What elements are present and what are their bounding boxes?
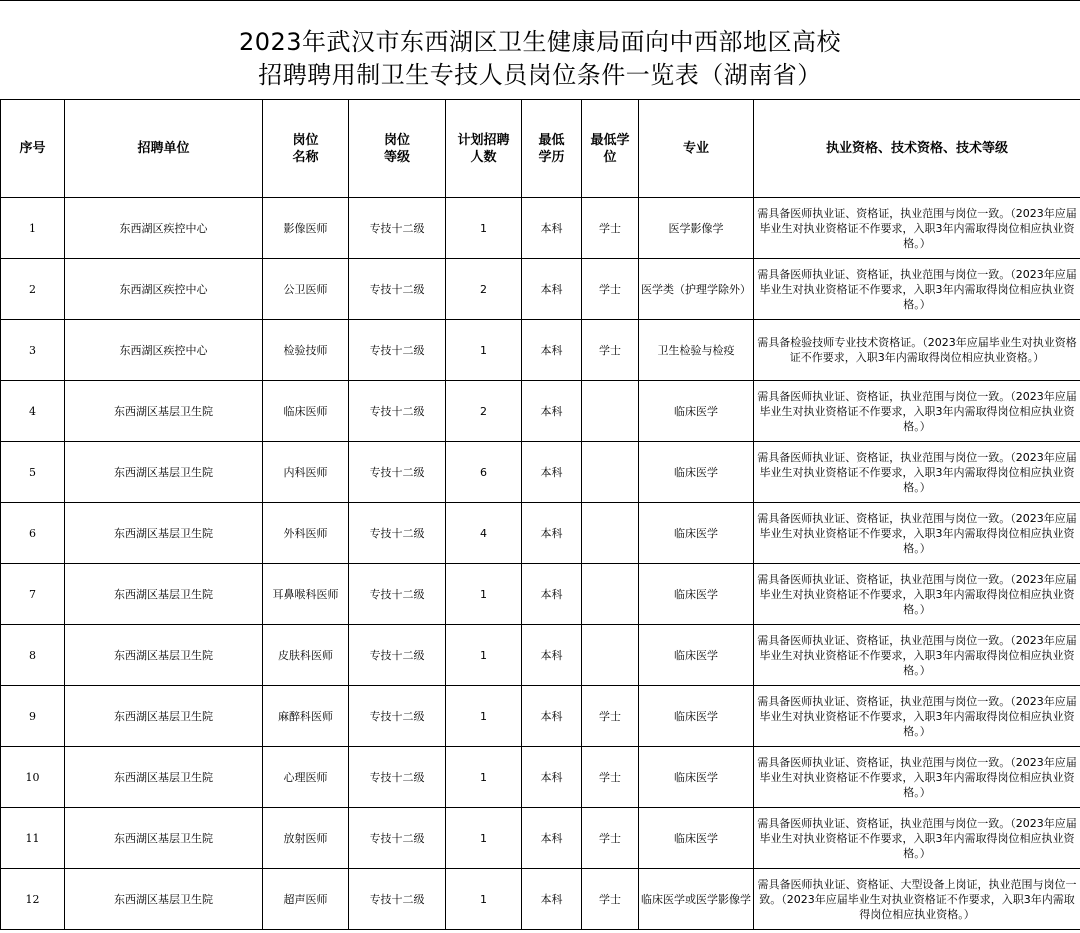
- cell-level: 专技十二级: [349, 198, 446, 259]
- cell-education: 本科: [522, 686, 582, 747]
- cell-post: 影像医师: [263, 198, 349, 259]
- cell-level: 专技十二级: [349, 442, 446, 503]
- table-row: [1, 198, 1080, 259]
- cell-seq: 1: [1, 198, 65, 259]
- cell-level: 专技十二级: [349, 747, 446, 808]
- cell-level: 专技十二级: [349, 564, 446, 625]
- cell-major: 临床医学: [639, 503, 754, 564]
- cell-major: 临床医学或医学影像学: [639, 869, 754, 930]
- cell-major: 临床医学: [639, 442, 754, 503]
- cell-level: 专技十二级: [349, 381, 446, 442]
- cell-education: 本科: [522, 259, 582, 320]
- cell-unit: 东西湖区基层卫生院: [65, 564, 263, 625]
- cell-requirements: 需具备医师执业证、资格证，执业范围与岗位一致。（2023年应届毕业生对执业资格证不作要求，入职3年内需取得岗位相应执业资格。）: [754, 686, 1080, 747]
- cell-seq: 10: [1, 747, 65, 808]
- cell-education: 本科: [522, 442, 582, 503]
- cell-major: 临床医学: [639, 564, 754, 625]
- table-row: [1, 381, 1080, 442]
- table-row: [1, 747, 1080, 808]
- cell-degree: 学士: [582, 198, 639, 259]
- header-post-name-line1: 岗位: [292, 132, 319, 148]
- cell-degree: [582, 381, 639, 442]
- cell-post: 临床医师: [263, 381, 349, 442]
- cell-education: 本科: [522, 503, 582, 564]
- cell-unit: 东西湖区基层卫生院: [65, 625, 263, 686]
- cell-count: 2: [446, 259, 522, 320]
- header-post-level: [349, 100, 446, 198]
- cell-count: 1: [446, 198, 522, 259]
- cell-degree: [582, 625, 639, 686]
- cell-level: 专技十二级: [349, 503, 446, 564]
- document-title: [0, 0, 1080, 99]
- title-line-1: 2023年武汉市东西湖区卫生健康局面向中西部地区高校: [238, 28, 842, 56]
- header-min-degree: [582, 100, 639, 198]
- header-major: 专业: [639, 100, 754, 198]
- cell-degree: 学士: [582, 869, 639, 930]
- header-post-level-line2: 等级: [383, 149, 410, 165]
- header-requirements: 执业资格、技术资格、技术等级: [754, 100, 1080, 198]
- cell-major: 临床医学: [639, 747, 754, 808]
- cell-education: 本科: [522, 320, 582, 381]
- header-post-name: [263, 100, 349, 198]
- cell-education: 本科: [522, 869, 582, 930]
- header-plan-count: [446, 100, 522, 198]
- cell-unit: 东西湖区基层卫生院: [65, 686, 263, 747]
- cell-degree: 学士: [582, 808, 639, 869]
- cell-requirements: 需具备医师执业证、资格证，执业范围与岗位一致。（2023年应届毕业生对执业资格证不作要求，入职3年内需取得岗位相应执业资格。）: [754, 564, 1080, 625]
- cell-count: 1: [446, 625, 522, 686]
- cell-post: 心理医师: [263, 747, 349, 808]
- header-plan-line1: 计划招聘: [457, 132, 510, 148]
- cell-level: 专技十二级: [349, 808, 446, 869]
- cell-major: 临床医学: [639, 381, 754, 442]
- cell-seq: 4: [1, 381, 65, 442]
- header-seq: 序号: [1, 100, 65, 198]
- cell-unit: 东西湖区疾控中心: [65, 198, 263, 259]
- header-plan-line2: 人数: [470, 149, 497, 165]
- header-edu-line2: 学历: [538, 149, 565, 165]
- cell-requirements: 需具备检验技师专业技术资格证。（2023年应届毕业生对执业资格证不作要求，入职3年内需取得岗位相应执业资格。）: [754, 320, 1080, 381]
- header-min-education: [522, 100, 582, 198]
- table-row: [1, 686, 1080, 747]
- cell-post: 内科医师: [263, 442, 349, 503]
- cell-level: 专技十二级: [349, 869, 446, 930]
- cell-post: 皮肤科医师: [263, 625, 349, 686]
- table-row: [1, 564, 1080, 625]
- header-post-level-line1: 岗位: [383, 132, 410, 148]
- cell-count: 6: [446, 442, 522, 503]
- cell-post: 麻醉科医师: [263, 686, 349, 747]
- cell-requirements: 需具备医师执业证、资格证，执业范围与岗位一致。（2023年应届毕业生对执业资格证不作要求，入职3年内需取得岗位相应执业资格。）: [754, 442, 1080, 503]
- cell-count: 1: [446, 320, 522, 381]
- cell-post: 公卫医师: [263, 259, 349, 320]
- cell-requirements: 需具备医师执业证、资格证，执业范围与岗位一致。（2023年应届毕业生对执业资格证不作要求，入职3年内需取得岗位相应执业资格。）: [754, 503, 1080, 564]
- cell-unit: 东西湖区疾控中心: [65, 320, 263, 381]
- cell-post: 检验技师: [263, 320, 349, 381]
- cell-seq: 6: [1, 503, 65, 564]
- cell-seq: 12: [1, 869, 65, 930]
- cell-level: 专技十二级: [349, 686, 446, 747]
- cell-degree: 学士: [582, 686, 639, 747]
- cell-count: 1: [446, 564, 522, 625]
- cell-unit: 东西湖区基层卫生院: [65, 503, 263, 564]
- header-unit: 招聘单位: [65, 100, 263, 198]
- cell-seq: 5: [1, 442, 65, 503]
- cell-count: 1: [446, 686, 522, 747]
- cell-major: 临床医学: [639, 686, 754, 747]
- header-edu-line1: 最低: [538, 132, 565, 148]
- cell-unit: 东西湖区基层卫生院: [65, 869, 263, 930]
- cell-unit: 东西湖区基层卫生院: [65, 747, 263, 808]
- cell-seq: 3: [1, 320, 65, 381]
- cell-requirements: 需具备医师执业证、资格证，执业范围与岗位一致。（2023年应届毕业生对执业资格证不作要求，入职3年内需取得岗位相应执业资格。）: [754, 381, 1080, 442]
- cell-count: 4: [446, 503, 522, 564]
- cell-requirements: 需具备医师执业证、资格证，执业范围与岗位一致。（2023年应届毕业生对执业资格证不作要求，入职3年内需取得岗位相应执业资格。）: [754, 747, 1080, 808]
- cell-seq: 8: [1, 625, 65, 686]
- cell-seq: 11: [1, 808, 65, 869]
- cell-post: 放射医师: [263, 808, 349, 869]
- cell-seq: 7: [1, 564, 65, 625]
- header-degree-line1: 最低学: [590, 132, 630, 148]
- table-row: [1, 625, 1080, 686]
- table-row: [1, 320, 1080, 381]
- header-post-name-line2: 名称: [292, 149, 319, 165]
- cell-post: 外科医师: [263, 503, 349, 564]
- cell-unit: 东西湖区基层卫生院: [65, 442, 263, 503]
- cell-major: 临床医学: [639, 625, 754, 686]
- cell-count: 1: [446, 808, 522, 869]
- cell-level: 专技十二级: [349, 320, 446, 381]
- cell-count: 1: [446, 747, 522, 808]
- cell-requirements: 需具备医师执业证、资格证，执业范围与岗位一致。（2023年应届毕业生对执业资格证不作要求，入职3年内需取得岗位相应执业资格。）: [754, 625, 1080, 686]
- cell-unit: 东西湖区基层卫生院: [65, 808, 263, 869]
- cell-post: 超声医师: [263, 869, 349, 930]
- cell-degree: [582, 564, 639, 625]
- cell-education: 本科: [522, 564, 582, 625]
- cell-seq: 9: [1, 686, 65, 747]
- cell-education: 本科: [522, 381, 582, 442]
- header-row: [1, 100, 1080, 198]
- cell-unit: 东西湖区基层卫生院: [65, 381, 263, 442]
- cell-unit: 东西湖区疾控中心: [65, 259, 263, 320]
- cell-major: 临床医学: [639, 808, 754, 869]
- cell-requirements: 需具备医师执业证、资格证，执业范围与岗位一致。（2023年应届毕业生对执业资格证不作要求，入职3年内需取得岗位相应执业资格。）: [754, 808, 1080, 869]
- positions-table: [0, 99, 1080, 930]
- cell-degree: [582, 503, 639, 564]
- cell-seq: 2: [1, 259, 65, 320]
- cell-level: 专技十二级: [349, 259, 446, 320]
- cell-level: 专技十二级: [349, 625, 446, 686]
- cell-requirements: 需具备医师执业证、资格证，执业范围与岗位一致。（2023年应届毕业生对执业资格证不作要求，入职3年内需取得岗位相应执业资格。）: [754, 259, 1080, 320]
- cell-degree: [582, 442, 639, 503]
- cell-degree: 学士: [582, 320, 639, 381]
- cell-requirements: 需具备医师执业证、资格证，执业范围与岗位一致。（2023年应届毕业生对执业资格证不作要求，入职3年内需取得岗位相应执业资格。）: [754, 198, 1080, 259]
- table-row: [1, 259, 1080, 320]
- header-degree-line2: 位: [603, 149, 617, 165]
- cell-post: 耳鼻喉科医师: [263, 564, 349, 625]
- cell-major: 卫生检验与检疫: [639, 320, 754, 381]
- cell-education: 本科: [522, 808, 582, 869]
- table-row: [1, 442, 1080, 503]
- title-line-2: 招聘聘用制卫生专技人员岗位条件一览表（湖南省）: [258, 61, 822, 89]
- cell-count: 1: [446, 869, 522, 930]
- cell-requirements: 需具备医师执业证、资格证、大型设备上岗证，执业范围与岗位一致。（2023年应届毕业生对执业资格证不作要求，入职3年内需取得岗位相应执业资格。）: [754, 869, 1080, 930]
- cell-education: 本科: [522, 747, 582, 808]
- table-row: [1, 869, 1080, 930]
- table-row: [1, 503, 1080, 564]
- cell-degree: 学士: [582, 259, 639, 320]
- cell-degree: 学士: [582, 747, 639, 808]
- cell-count: 2: [446, 381, 522, 442]
- cell-major: 医学类（护理学除外）: [639, 259, 754, 320]
- cell-education: 本科: [522, 198, 582, 259]
- table-row: [1, 808, 1080, 869]
- cell-education: 本科: [522, 625, 582, 686]
- cell-major: 医学影像学: [639, 198, 754, 259]
